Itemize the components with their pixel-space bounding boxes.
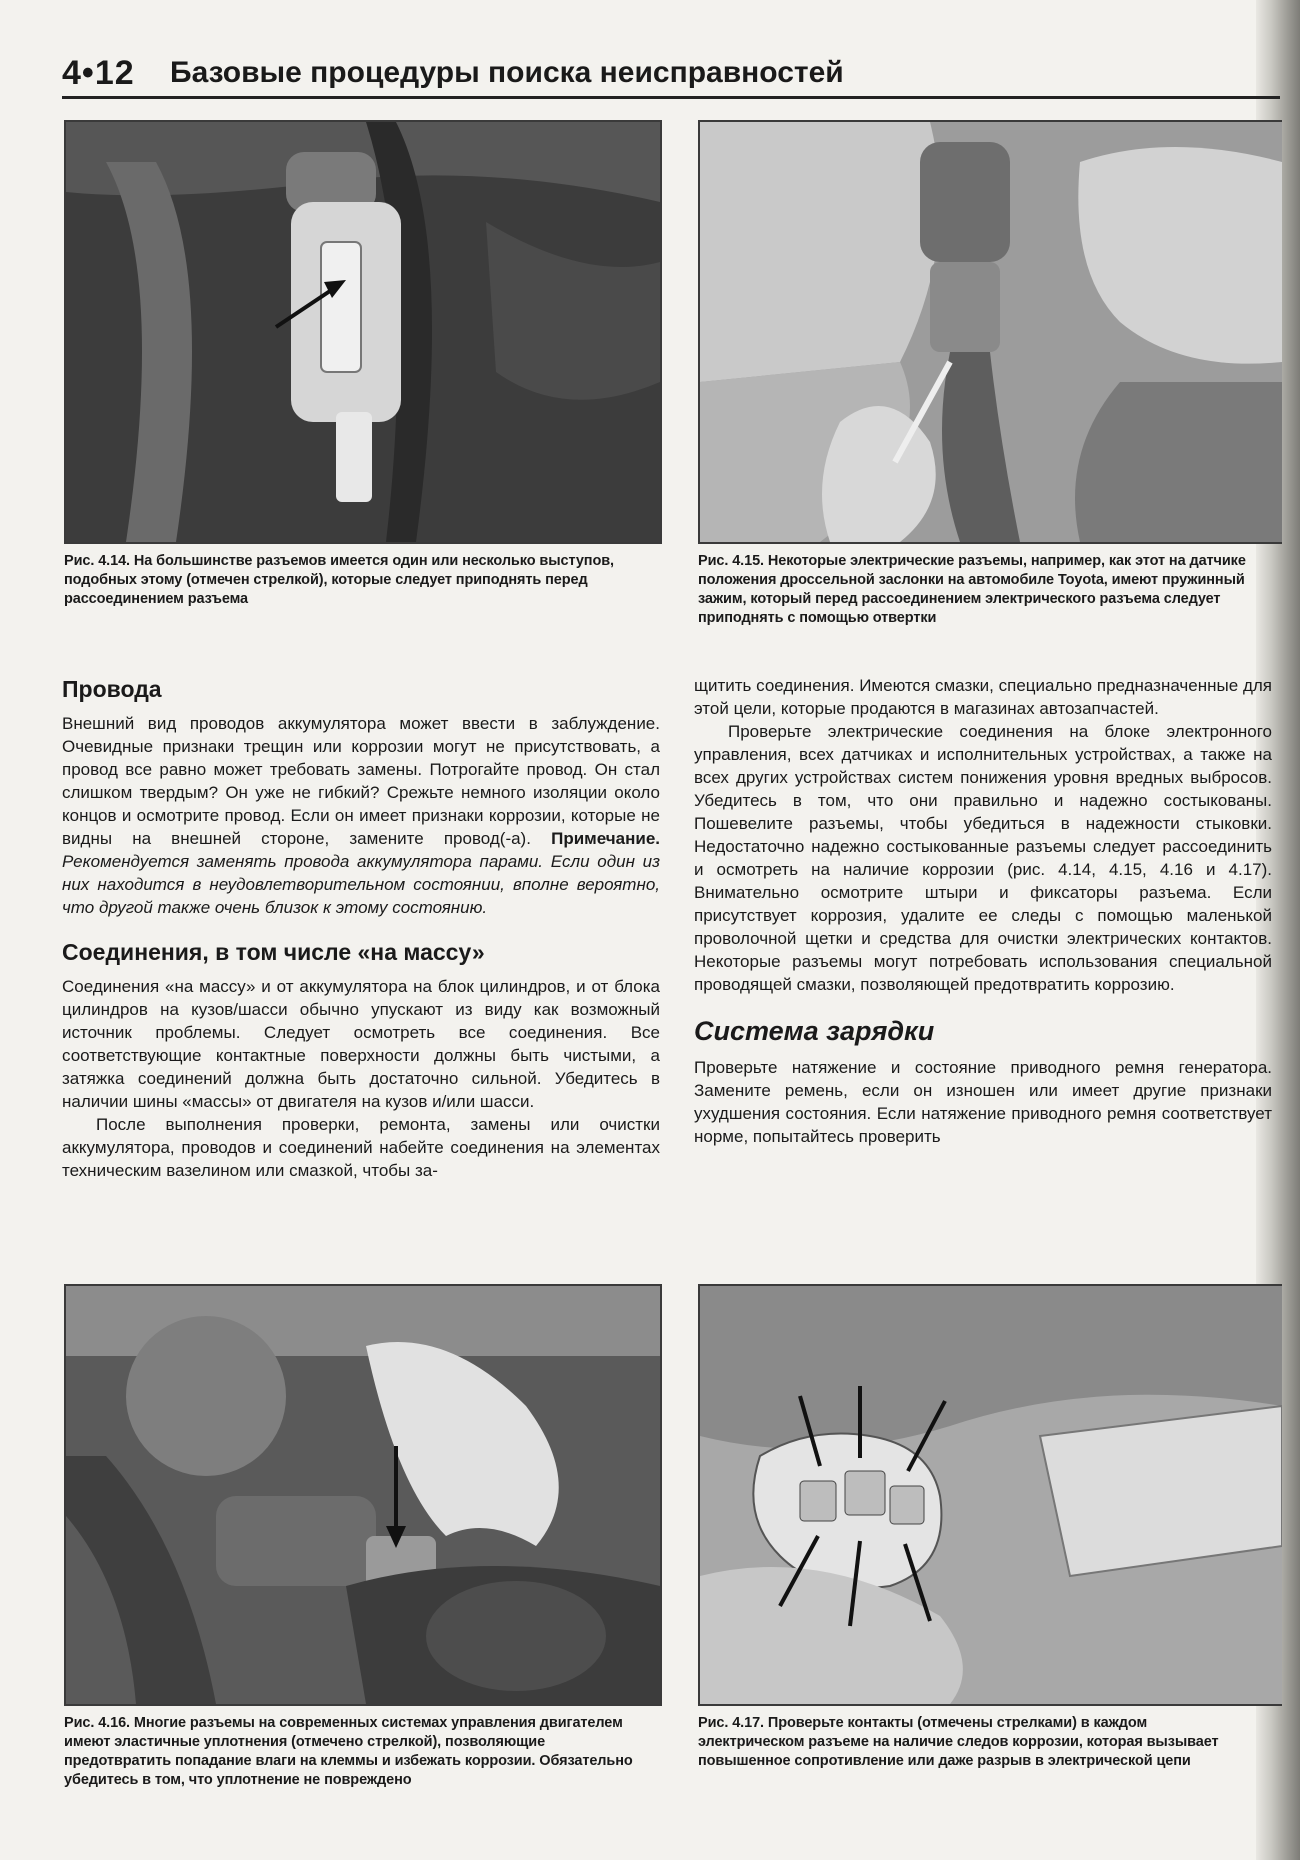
caption-fig-4-14: Рис. 4.14. На большинстве разъемов имеется один или несколько выступов, подобных этому (отмечен стрелкой), которые следует приподнять перед рассоединением разъема bbox=[64, 553, 614, 607]
heading-charging-system: Система зарядки bbox=[694, 1016, 935, 1046]
continuation-paragraph: щитить соединения. Имеются смазки, специально предназначенные для этой цели, которые продаются в магазинах автозапчастей. bbox=[694, 676, 1272, 718]
header-rule bbox=[62, 96, 1280, 99]
caption-fig-4-16: Рис. 4.16. Многие разъемы на современных системах управления двигателем имеют эластичные уплотнения (отмечено стрелкой), позволяющие предотвратить попадание влаги на клеммы и избежать коррозии. Обязательно убедитесь в том, что уплотнение не повреждено bbox=[64, 1715, 633, 1788]
page-header bbox=[62, 48, 1280, 98]
heading-connections: Соединения, в том числе «на массу» bbox=[62, 939, 485, 965]
caption-fig-4-17: Рис. 4.17. Проверьте контакты (отмечены стрелками) в каждом электрическом разъеме на наличие следов коррозии, которая вызывает повышенное сопротивление или даже разрыв в электрической цепи bbox=[698, 1715, 1219, 1769]
wires-paragraph bbox=[62, 712, 660, 919]
page-title: Базовые процедуры поиска неисправностей bbox=[170, 56, 844, 89]
photo-fig-4-15 bbox=[698, 120, 1282, 544]
heading-wires: Провода bbox=[62, 676, 162, 702]
note-text: Рекомендуется заменять провода аккумулятора парами. Если один из них находится в неудовлетворительном состоянии, вполне вероятно, что другой также очень близок к этому состоянию. bbox=[62, 852, 660, 917]
photo-fig-4-14 bbox=[64, 120, 662, 544]
note-label: Примечание. bbox=[551, 829, 660, 848]
photo-fig-4-17 bbox=[698, 1284, 1282, 1706]
page-number: 4•12 bbox=[62, 54, 135, 92]
caption-fig-4-15: Рис. 4.15. Некоторые электрические разъемы, например, как этот на датчике положения дроссельной заслонки на автомобиле Toyota, имеют пружинный зажим, который перед рассоединением электрического разъема следует приподнять с помощью отвертки bbox=[698, 553, 1246, 626]
after-check-paragraph: После выполнения проверки, ремонта, замены или очистки аккумулятора, проводов и соединений набейте соединения на элементах техническим вазелином или смазкой, чтобы за- bbox=[62, 1115, 660, 1180]
charging-paragraph: Проверьте натяжение и состояние приводного ремня генератора. Замените ремень, если он изношен или имеет другие признаки ухудшения состояния. Если натяжение приводного ремня соответствует норме, попытайтесь проверить bbox=[694, 1058, 1272, 1146]
wires-text: Внешний вид проводов аккумулятора может ввести в заблуждение. Очевидные признаки трещин или коррозии могут не присутствовать, а провод все равно может требовать замены. Потрогайте провод. Он стал слишком твердым? Он уже не гибкий? Срежьте немного изоляции около концов и осмотрите провод. Если он имеет признаки коррозии, которые не видны на внешней стороне, замените провод(-а). bbox=[62, 714, 660, 848]
right-column bbox=[694, 674, 1272, 1148]
left-column bbox=[62, 674, 660, 1182]
check-connections-paragraph: Проверьте электрические соединения на блоке электронного управления, всех датчиках и исполнительных устройствах, а также на всех других устройствах систем понижения уровня вредных выбросов. Убедитесь в том, что они правильно и надежно состыкованы. Пошевелите разъемы, чтобы убедиться в надежности стыковки. Недостаточно надежно состыкованные разъемы следует рассоединить и осмотреть на наличие коррозии (рис. 4.14, 4.15, 4.16 и 4.17). Внимательно осмотрите штыри и фиксаторы разъема. Если присутствует коррозия, удалите ее следы с помощью маленькой проволочной щетки и средства для очистки электрических контактов. Некоторые разъемы могут потребовать использования специальной проводящей смазки, позволяющей предотвратить коррозию. bbox=[694, 722, 1272, 994]
photo-fig-4-16 bbox=[64, 1284, 662, 1706]
connections-paragraph: Соединения «на массу» и от аккумулятора на блок цилиндров, и от блока цилиндров на кузов/шасси обычно упускают из виду как возможный источник проблемы. Следует осмотреть все соединения. Все соответствующие контактные поверхности должны быть чистыми, а затяжка соединений должна быть достаточно сильной. Убедитесь в наличии шины «массы» от двигателя на кузов и/или шасси. bbox=[62, 977, 660, 1111]
